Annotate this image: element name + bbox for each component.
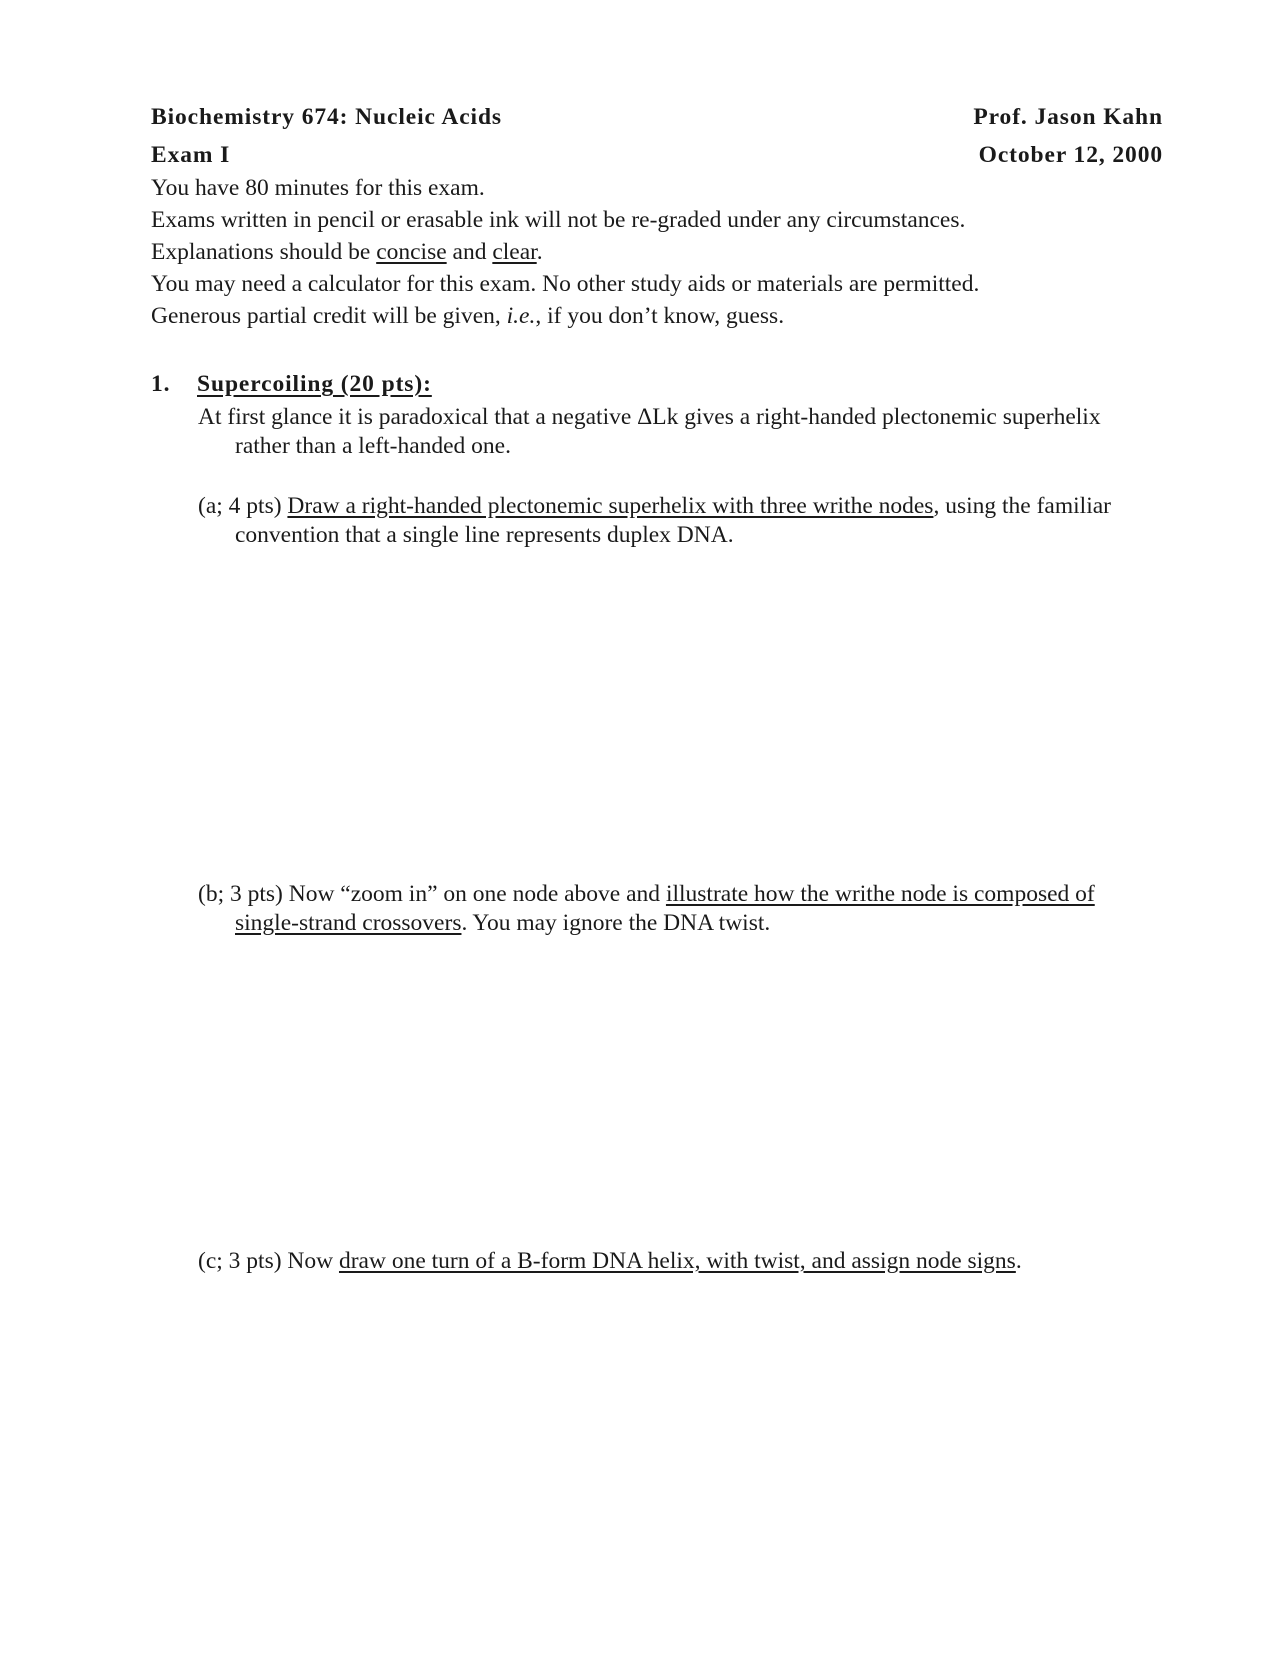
part-c-line-1: [198, 1247, 1163, 1276]
part-a-line-1: [198, 492, 1163, 521]
part-a-task: Draw a right-handed plectonemic superhelix with three writhe nodes: [287, 493, 934, 519]
part-c-question: [198, 1247, 1163, 1276]
question-1-number: 1.: [151, 371, 171, 397]
part-b-task-1: illustrate how the writhe node is composed of: [665, 881, 1095, 907]
instruction-pencil: Exams written in pencil or erasable ink will not be re-graded under any circumstances.: [151, 207, 966, 233]
instruction-calculator: You may need a calculator for this exam. No other study aids or materials are permitted.: [151, 271, 980, 297]
part-b-line-1: [198, 880, 1163, 909]
part-a-prefix: (a; 4 pts): [198, 493, 288, 519]
professor-name: Prof. Jason Kahn: [973, 104, 1163, 130]
part-b-suffix: . You may ignore the DNA twist.: [461, 910, 771, 936]
header-row-2: [151, 142, 1163, 169]
instruction-partial-pre: Generous partial credit will be given,: [151, 303, 507, 329]
intro-line-2: rather than a left-handed one.: [235, 433, 511, 459]
part-a-suffix: , using the familiar: [933, 493, 1111, 519]
part-b-line-2: [198, 909, 1163, 938]
instruction-explanations-pre: Explanations should be: [151, 239, 377, 265]
question-1-heading: [151, 371, 432, 398]
question-1-title: Supercoiling (20 pts):: [197, 371, 432, 397]
intro-line-1: At first glance it is paradoxical that a negative ΔLk gives a right-handed plectonemic superhelix: [198, 404, 1101, 430]
header-row-1: [151, 104, 1163, 131]
concise-word: concise: [376, 239, 447, 265]
part-b-question: [198, 880, 1163, 938]
part-a-line-2: convention that a single line represents duplex DNA.: [235, 522, 734, 548]
part-a-question: [198, 492, 1163, 550]
exam-date: October 12, 2000: [978, 142, 1163, 168]
part-c-prefix: (c; 3 pts) Now: [198, 1248, 339, 1274]
instruction-partial-credit: [151, 303, 784, 330]
course-title: Biochemistry 674: Nucleic Acids: [151, 104, 502, 130]
part-b-prefix: (b; 3 pts) Now “zoom in” on one node above and: [198, 881, 666, 907]
instruction-partial-post: , if you don’t know, guess.: [535, 303, 785, 329]
part-c-suffix: .: [1015, 1248, 1022, 1274]
part-c-task: draw one turn of a B-form DNA helix, with twist, and assign node signs: [338, 1248, 1016, 1274]
ie-abbrev: i.e.: [506, 303, 536, 329]
instruction-explanations: [151, 239, 543, 266]
part-b-task-2: single-strand crossovers: [235, 910, 462, 936]
instruction-explanations-mid: and: [446, 239, 493, 265]
instruction-explanations-post: .: [536, 239, 543, 265]
exam-title: Exam I: [151, 142, 231, 168]
clear-word: clear: [492, 239, 537, 265]
question-1-intro: [198, 403, 1163, 461]
instruction-time: You have 80 minutes for this exam.: [151, 175, 485, 201]
